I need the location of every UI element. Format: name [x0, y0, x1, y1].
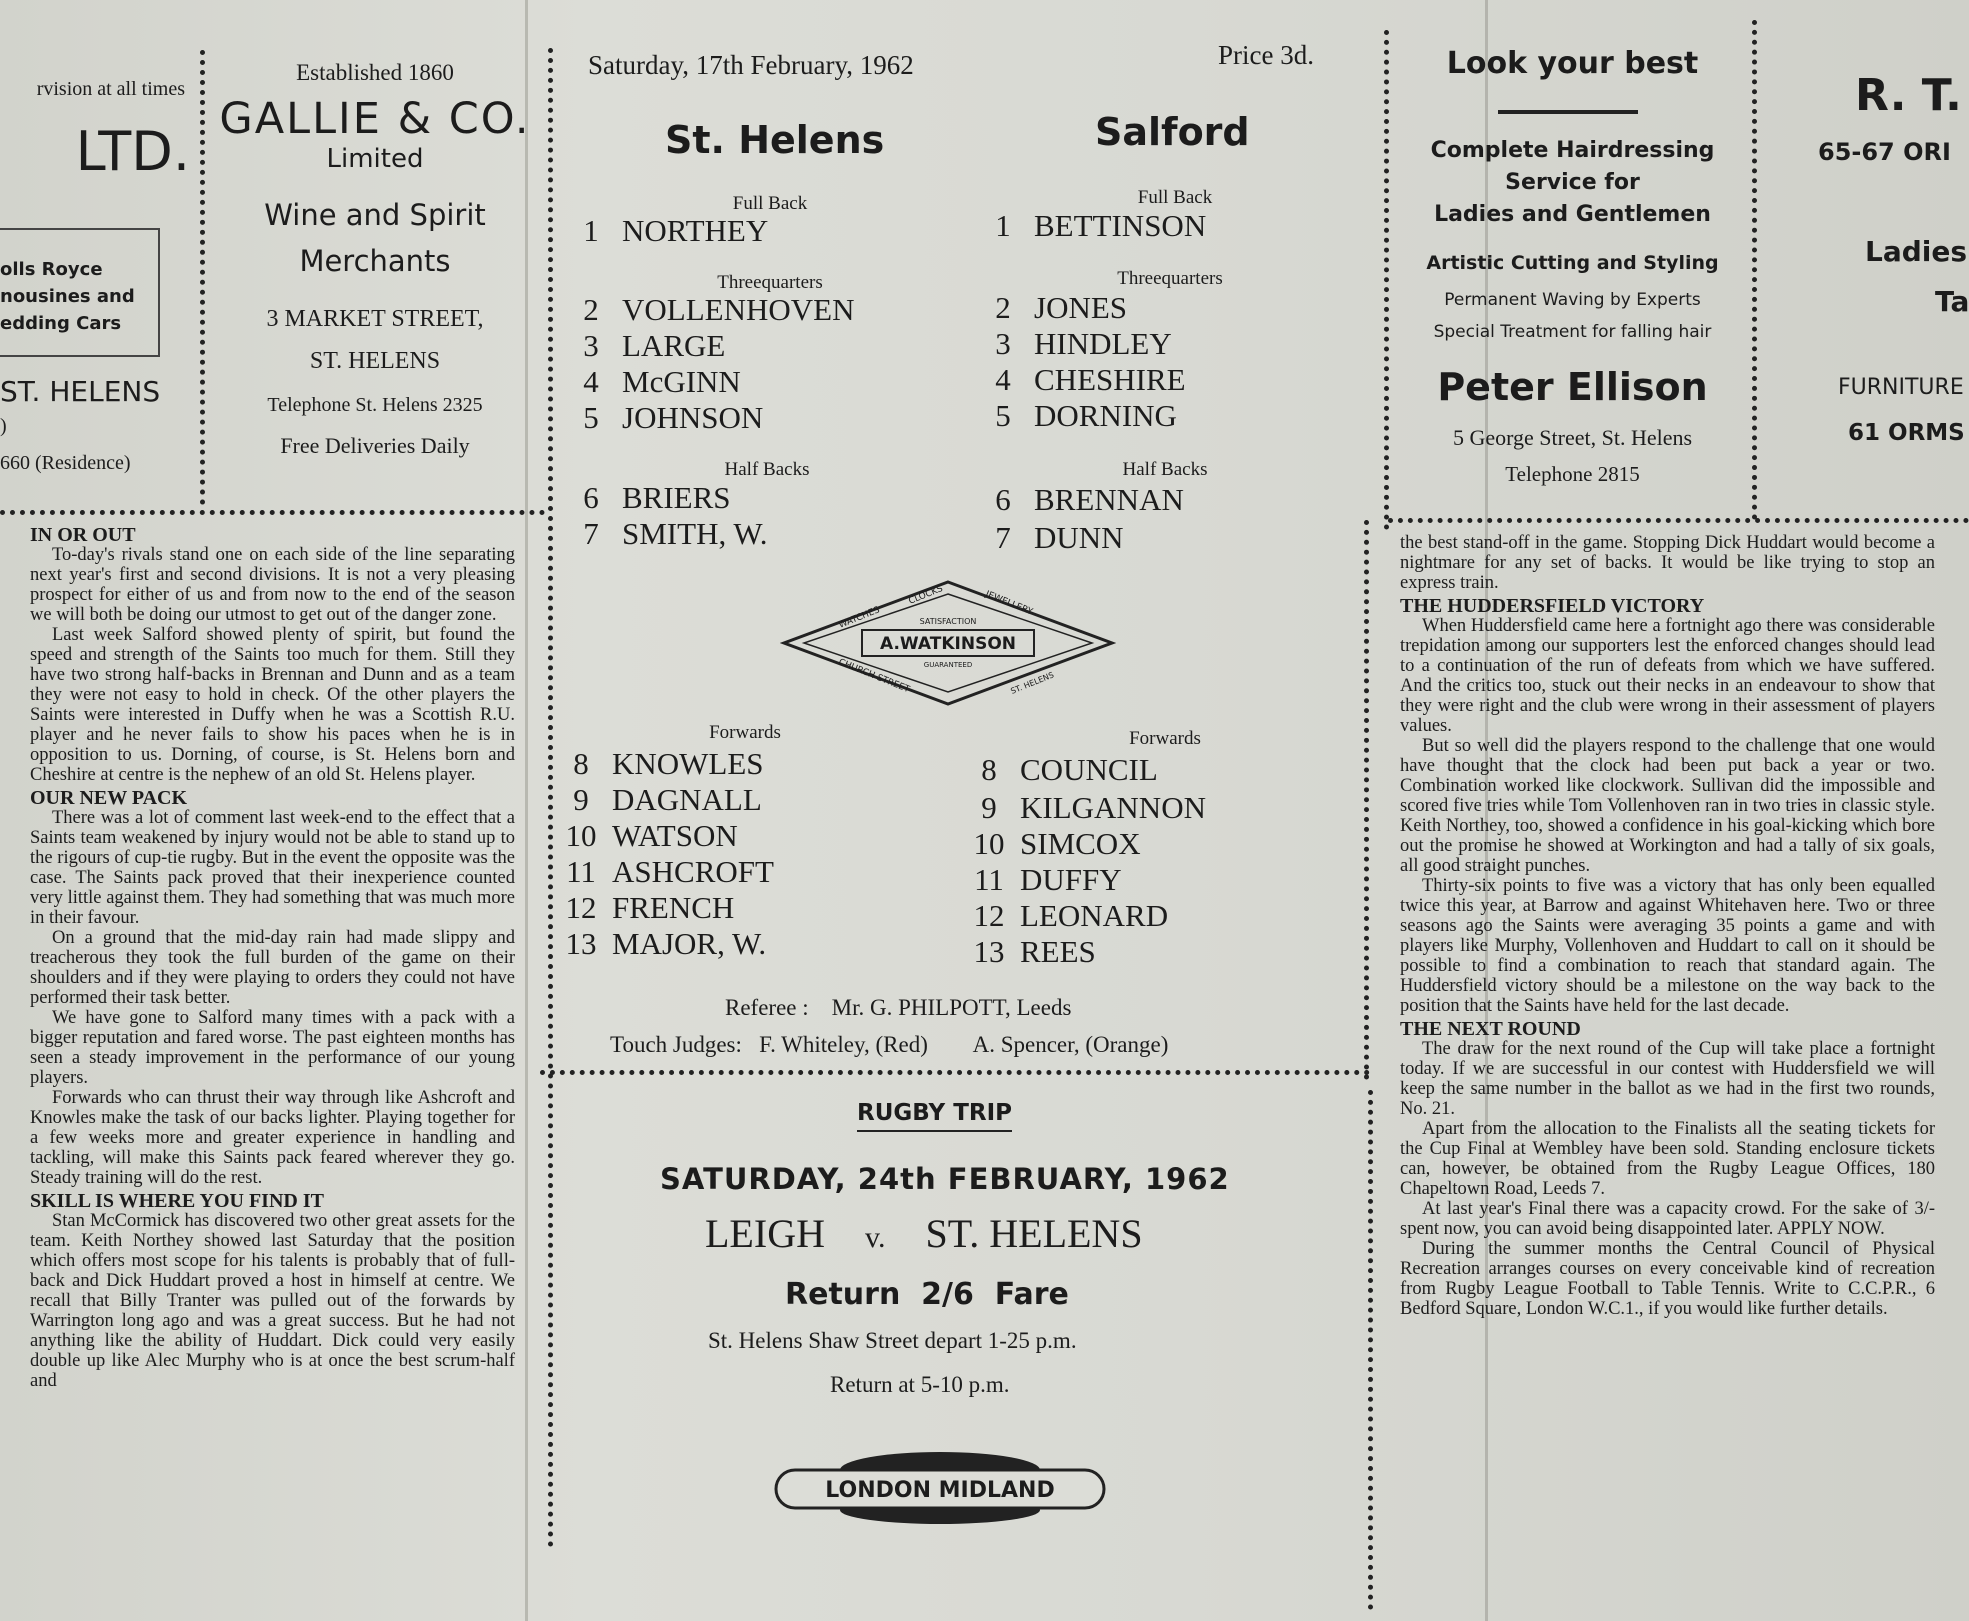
player-name: COUNCIL	[1020, 752, 1158, 787]
player-number: 3	[995, 326, 1011, 361]
logo-bottom-right: ST. HELENS	[1009, 670, 1056, 696]
logo-text: LONDON MIDLAND	[825, 1478, 1055, 1503]
player-name: ASHCROFT	[612, 854, 774, 889]
player-number: 5	[995, 398, 1011, 433]
watkinson-logo	[780, 578, 1116, 708]
fixture-home: LEIGH	[705, 1211, 825, 1256]
player-name: DUFFY	[1020, 862, 1122, 897]
paragraph: At last year's Final there was a capacity crowd. For the sake of 3/- spent now, you can avoid being disappointed later. APPLY NOW.	[1400, 1199, 1935, 1239]
trip-fixture	[705, 1210, 1143, 1257]
player-name: SMITH, W.	[622, 516, 768, 551]
border	[0, 510, 545, 515]
hair-services	[1395, 135, 1750, 231]
player-number: 7	[995, 520, 1011, 555]
logo-top-left: WATCHES	[837, 605, 882, 631]
hair-line: Complete Hairdressing	[1430, 138, 1715, 163]
position-label: Forwards	[709, 722, 781, 743]
away-player-row	[984, 482, 1184, 518]
player-number: 1	[583, 213, 599, 248]
logo-top-mid: CLOCKS	[907, 584, 945, 607]
right-advert-ta: Ta	[1935, 285, 1969, 318]
gallie-trade: Wine and Spirit	[264, 198, 486, 232]
player-number: 4	[995, 362, 1011, 397]
section-heading: OUR NEW PACK	[30, 787, 188, 809]
price: Price 3d.	[1218, 40, 1314, 70]
player-name: VOLLENHOVEN	[622, 292, 855, 327]
hair-telephone: Telephone 2815	[1505, 462, 1640, 486]
logo-bottom-left: CHURCH STREET	[836, 657, 911, 696]
position-label: Half Backs	[724, 459, 810, 480]
home-player-row	[562, 746, 764, 782]
gallie-limited: Limited	[326, 144, 424, 174]
left-advert-town: ST. HELENS	[0, 375, 161, 408]
border	[1388, 518, 1969, 523]
home-player-row	[562, 782, 762, 818]
right-advert-ladies: Ladies	[1865, 235, 1968, 268]
logo-name: A.WATKINSON	[880, 634, 1016, 654]
away-player-row	[984, 290, 1127, 326]
away-player-row	[984, 362, 1186, 398]
away-player-row	[970, 862, 1122, 898]
paragraph: Apart from the allocation to the Finalists all the seating tickets for the Cup Final at Wembley have been sold. Standing enclosure tickets can, however, be obtained from the Rugby League Offices, 180 Chapeltown Road, Leeds 7.	[1400, 1119, 1935, 1199]
gallie-name: GALLIE & CO.	[219, 94, 531, 144]
home-player-row	[562, 854, 774, 890]
player-name: BRIERS	[622, 480, 731, 515]
player-number: 13	[973, 934, 1005, 969]
gallie-advert	[210, 60, 540, 459]
match-date: Saturday, 17th February, 1962	[588, 50, 914, 80]
position-label: Threequarters	[1117, 268, 1223, 289]
position-label: Half Backs	[1122, 459, 1208, 480]
right-advert-furniture: FURNITURE	[1838, 375, 1964, 400]
player-number: 7	[583, 516, 599, 551]
border	[548, 48, 553, 1548]
player-number: 9	[981, 790, 997, 825]
home-player-row	[562, 818, 738, 854]
left-advert-paren: )	[0, 415, 7, 437]
gallie-established: Established 1860	[296, 60, 454, 85]
player-name: MAJOR, W.	[612, 926, 767, 961]
logo-line: SATISFACTION	[919, 617, 977, 626]
paragraph: During the summer months the Central Council of Physical Recreation arranges courses on every conceivable kind of recreation from Rugby League Football to Table Tennis. Write to C.C.P.R., 6 Bedford Square, London W.C.1., if you would like further details.	[1400, 1239, 1935, 1319]
player-number: 12	[973, 898, 1005, 933]
player-number: 2	[583, 292, 599, 327]
gallie-telephone: Telephone St. Helens 2325	[267, 394, 483, 416]
border	[1364, 520, 1369, 1080]
paragraph: We have gone to Salford many times with a pack with a bigger reputation and fared worse. The past eighteen months has seen a steady improvement in the performance of our young players.	[30, 1008, 515, 1088]
london-midland-logo	[770, 1448, 1110, 1528]
gallie-deliveries: Free Deliveries Daily	[280, 433, 470, 458]
left-advert-service: rvision at all times	[36, 78, 185, 100]
player-name: LEONARD	[1020, 898, 1169, 933]
player-number: 11	[566, 854, 596, 889]
divider	[1498, 110, 1638, 114]
section-heading: THE HUDDERSFIELD VICTORY	[1400, 595, 1705, 617]
border	[1752, 20, 1757, 520]
player-name: DAGNALL	[612, 782, 762, 817]
home-player-row	[572, 328, 725, 364]
left-advert-phone: 660 (Residence)	[0, 452, 131, 474]
box-line: olls Royce	[0, 259, 103, 280]
gallie-address: ST. HELENS	[309, 348, 441, 374]
right-advert-name: R. T.	[1855, 70, 1962, 121]
player-name: JOHNSON	[622, 400, 764, 435]
away-player-row	[984, 398, 1177, 434]
home-player-row	[572, 213, 768, 249]
paragraph: To-day's rivals stand one on each side of the line separating next year's first and second divisions. It is not a very pleasing prospect for either of us and from now to the end of the season we will both be doing our utmost to get out of the danger zone.	[30, 545, 515, 625]
paragraph: But so well did the players respond to the challenge that one would have thought that the clock had been put back a year or two. Combination worked like clockwork. Sullivan did the impossible and scored five tries while Tom Vollenhoven ran in two tries in classic style. Keith Northey, too, showed a confidence in his goal-kicking which bore out the promise he showed at Workington and had a tally of six goals, all good straight punches.	[1400, 736, 1935, 876]
paragraph: Thirty-six points to five was a victory that has only been equalled twice this year, at Barrow and against Whitehaven here. Two or three seasons ago the Saints were averaging 35 points a game and with players like Murphy, Vollenhoven and Huddart to call on it should be possible to find a combination to reach that standard again. The Huddersfield victory should be a milestone on the way back to the position that the Saints have held for the last decade.	[1400, 876, 1935, 1016]
home-player-row	[572, 400, 763, 436]
player-number: 8	[981, 752, 997, 787]
home-player-row	[562, 926, 766, 962]
hair-name: Peter Ellison	[1437, 365, 1708, 409]
hair-line: Service for	[1505, 170, 1640, 195]
border	[1384, 30, 1389, 530]
position-label: Forwards	[1129, 728, 1201, 749]
paragraph: There was a lot of comment last week-end to the effect that a Saints team weakened by injury would not be able to stand up to the rigours of cup-tie rugby. But in the event the opposite was the case. The Saints pack proved that their inexperience counted very little against them. They had something that was much more in their favour.	[30, 808, 515, 928]
section-heading: SKILL IS WHERE YOU FIND IT	[30, 1190, 324, 1212]
away-player-row	[984, 520, 1124, 556]
hair-line: Artistic Cutting and Styling	[1426, 252, 1719, 274]
away-player-row	[984, 326, 1172, 362]
player-number: 12	[565, 890, 597, 925]
player-number: 2	[995, 290, 1011, 325]
paragraph: Last week Salford showed plenty of spirit, but found the speed and strength of the Saints too much for them. Still they have two strong half-backs in Brennan and Dunn and as a team they were not easy to hold in check. Of the other players the Saints were interested in Duffy when he was a Scottish R.U. player and he never fails to show his paces when he is in opposition to us. Dorning, of course, is St. Helens born and Cheshire at centre is the nephew of an old St. Helens player.	[30, 625, 515, 785]
player-name: DUNN	[1034, 520, 1124, 555]
player-number: 4	[583, 364, 599, 399]
trip-depart: St. Helens Shaw Street depart 1-25 p.m.	[708, 1328, 1077, 1353]
hair-line: Special Treatment for falling hair	[1433, 322, 1712, 342]
player-name: WATSON	[612, 818, 738, 853]
home-team-name: St. Helens	[665, 118, 885, 162]
player-number: 10	[973, 826, 1005, 861]
paragraph: When Huddersfield came here a fortnight ago there was considerable trepidation among our supporters lest the enforced changes should lead to a continuation of the run of defeats from which we have suffered. And the critics too, stuck out their necks in an endeavour to show that they were right and the club were wrong in their assessment of players values.	[1400, 616, 1935, 736]
home-player-row	[572, 516, 768, 552]
player-name: FRENCH	[612, 890, 735, 925]
logo-line: GUARANTEED	[923, 661, 973, 669]
player-number: 9	[573, 782, 589, 817]
border	[200, 50, 205, 505]
player-number: 5	[583, 400, 599, 435]
position-label: Threequarters	[717, 272, 823, 293]
player-name: BETTINSON	[1034, 208, 1207, 243]
player-number: 10	[565, 818, 597, 853]
player-name: CHESHIRE	[1034, 362, 1186, 397]
player-number: 11	[974, 862, 1004, 897]
right-advert-address: 65-67 ORI	[1818, 138, 1951, 166]
away-player-row	[970, 790, 1206, 826]
player-name: BRENNAN	[1034, 482, 1184, 517]
player-number: 1	[995, 208, 1011, 243]
player-number: 3	[583, 328, 599, 363]
hair-line: Permanent Waving by Experts	[1444, 290, 1701, 310]
player-name: HINDLEY	[1034, 326, 1172, 361]
paragraph: Forwards who can thrust their way through like Ashcroft and Knowles make the task of our backs lighter. Playing together for a few weeks more and greater experience in handling and tackling, will make this Saints pack feared wherever they go. Steady training will do the rest.	[30, 1088, 515, 1188]
right-advert-orms: 61 ORMS	[1848, 420, 1965, 446]
paragraph: On a ground that the mid-day rain had made slippy and treacherous they took the full burden of the game on their shoulders and if they were playing to orders they could not have performed their task better.	[30, 928, 515, 1008]
player-name: NORTHEY	[622, 213, 769, 248]
section-heading: IN OR OUT	[30, 524, 136, 546]
away-player-row	[970, 826, 1141, 862]
logo-top-right: JEWELLERY	[983, 589, 1034, 618]
trip-title: RUGBY TRIP	[857, 1100, 1012, 1132]
player-name: KNOWLES	[612, 746, 764, 781]
fixture-v: v.	[864, 1221, 886, 1254]
away-player-row	[984, 208, 1206, 244]
home-player-row	[572, 480, 731, 516]
fixture-away: ST. HELENS	[925, 1211, 1143, 1256]
box-line: edding Cars	[0, 313, 122, 334]
player-name: McGINN	[622, 364, 741, 399]
left-advert-box	[0, 228, 160, 357]
player-name: JONES	[1034, 290, 1128, 325]
player-number: 6	[583, 480, 599, 515]
away-team-name: Salford	[1095, 110, 1250, 154]
touch-judges: Touch Judges: F. Whiteley, (Red) A. Spencer, (Orange)	[610, 1032, 1169, 1057]
paragraph: Stan McCormick has discovered two other great assets for the team. Keith Northey showed last Saturday that the position which offers most scope for his talents is probably that of full-back and Dick Huddart proved a host in himself at centre. We recall that Billy Tranter was pulled out of the forwards by Warrington long ago and was a great success. But he had not anything like the ability of Huddart. Dick could very easily double up like Alec Murphy who is at once the best scrum-half and	[30, 1211, 515, 1391]
home-player-row	[572, 364, 741, 400]
hair-line: Ladies and Gentlemen	[1434, 202, 1711, 227]
player-number: 8	[573, 746, 589, 781]
player-name: DORNING	[1034, 398, 1177, 433]
player-number: 13	[565, 926, 597, 961]
player-name: SIMCOX	[1020, 826, 1141, 861]
box-line: nousines and	[0, 286, 135, 307]
left-article-column	[30, 522, 515, 1391]
trip-date: SATURDAY, 24th FEBRUARY, 1962	[660, 1162, 1230, 1196]
paragraph: The draw for the next round of the Cup will take place a fortnight today. If we are successful in our contest with Huddersfield we will keep the same number in the ballot as we had in the first two rounds, No. 21.	[1400, 1039, 1935, 1119]
home-player-row	[572, 292, 854, 328]
position-label: Full Back	[1137, 187, 1213, 208]
trip-return: Return at 5-10 p.m.	[830, 1372, 1010, 1397]
gallie-trade: Merchants	[299, 244, 451, 278]
hair-address: 5 George Street, St. Helens	[1452, 425, 1693, 450]
away-player-row	[970, 898, 1168, 934]
player-number: 6	[995, 482, 1011, 517]
left-advert-company: LTD.	[75, 120, 190, 183]
referee: Referee : Mr. G. PHILPOTT, Leeds	[725, 995, 1072, 1020]
player-name: KILGANNON	[1020, 790, 1206, 825]
player-name: REES	[1020, 934, 1096, 969]
trip-fare: Return 2/6 Fare	[785, 1277, 1069, 1312]
gallie-address: 3 MARKET STREET,	[266, 306, 484, 332]
position-label: Full Back	[732, 193, 808, 214]
hair-slogan: Look your best	[1446, 46, 1699, 81]
paragraph: the best stand-off in the game. Stopping Dick Huddart would become a nightmare for any set of backs. It would be like trying to stop an express train.	[1400, 533, 1935, 593]
player-name: LARGE	[622, 328, 726, 363]
away-player-row	[970, 752, 1158, 788]
right-article-column	[1400, 533, 1935, 1319]
section-heading: THE NEXT ROUND	[1400, 1018, 1581, 1040]
border	[540, 1070, 1370, 1075]
away-player-row	[970, 934, 1096, 970]
home-player-row	[562, 890, 734, 926]
border	[1368, 1090, 1373, 1610]
